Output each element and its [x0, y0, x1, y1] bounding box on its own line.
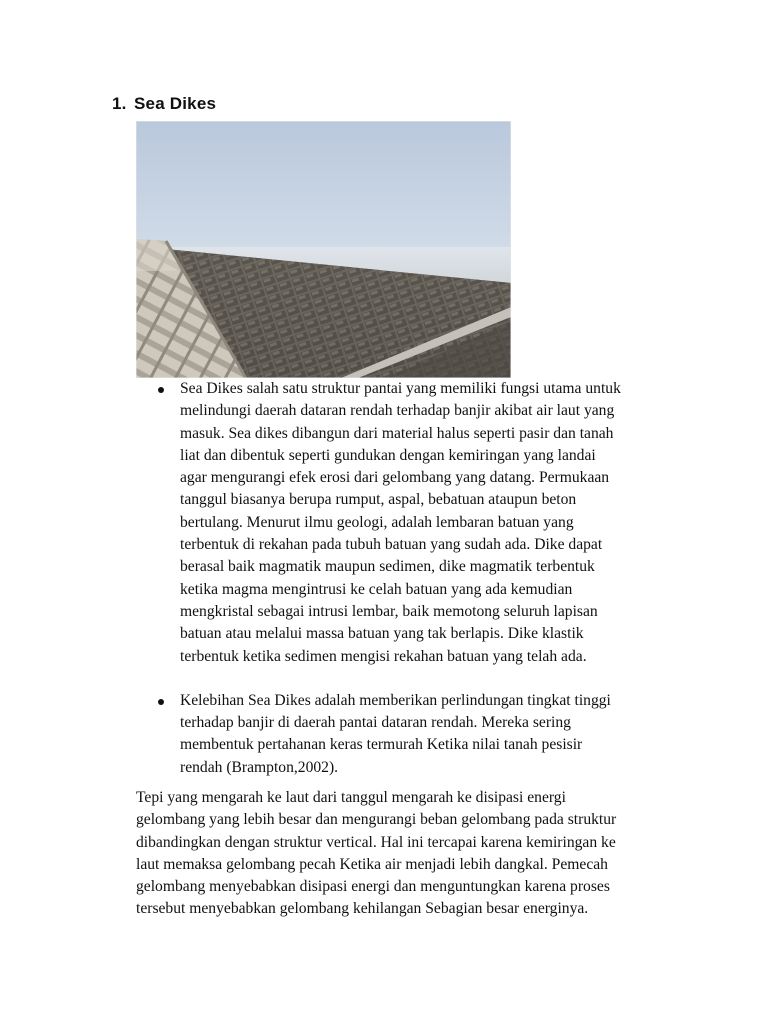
bullet-dot-icon: [158, 387, 164, 393]
section-title: Sea Dikes: [134, 94, 217, 113]
bullet-line: membentuk pertahanan keras termurah Ketika nilai tanah pesisir: [180, 736, 583, 754]
bullet-line: mengkristal sebagai intrusi lembar, baik memotong seluruh lapisan: [180, 602, 598, 620]
bullet-line: Sea Dikes salah satu struktur pantai yang memiliki fungsi utama untuk: [180, 380, 621, 397]
section-number: 1.: [112, 94, 127, 113]
bullet-line: melindungi daerah dataran rendah terhadap banjir akibat air laut yang: [180, 402, 615, 420]
bullet-line: berasal baik magmatik maupun sedimen, dike magmatik terbentuk: [180, 558, 595, 576]
bullet-line: batuan atau melalui massa batuan yang tak berlapis. Dike klastik: [180, 625, 584, 643]
section-heading: [112, 94, 216, 114]
paragraph-line: gelombang yang lebih besar dan mengurangi beban gelombang pada struktur: [136, 811, 617, 829]
bullet-line: ketika magma mengintrusi ke celah batuan yang ada kemudian: [180, 580, 573, 598]
paragraph-line: gelombang menyebabkan disipasi energi dan menguntungkan karena proses: [136, 878, 610, 896]
paragraph-line: dibandingkan dengan struktur vertical. Hal ini tercapai karena kemiringan ke: [136, 833, 616, 851]
paragraph-line: tersebut menyebabkan gelombang kehilangan Sebagian besar energinya.: [136, 900, 589, 918]
sea-dike-photo: [136, 121, 511, 378]
bullet-line: masuk. Sea dikes dibangun dari material halus seperti pasir dan tanah: [180, 424, 614, 442]
bullet-list: [136, 378, 696, 779]
bullet-line: bertulang. Menurut ilmu geologi, adalah lembaran batuan yang: [180, 513, 574, 531]
bullet-line: terhadap banjir di daerah pantai dataran rendah. Mereka sering: [180, 714, 571, 732]
bullet-line: terbentuk di rekahan pada tubuh batuan yang sudah ada. Dike dapat: [180, 536, 603, 554]
body-paragraph: [136, 787, 696, 921]
bullet-item: [136, 690, 696, 779]
paragraph-line: Tepi yang mengarah ke laut dari tanggul mengarah ke disipasi energi: [136, 789, 566, 806]
bullet-line: Kelebihan Sea Dikes adalah memberikan perlindungan tingkat tinggi: [180, 691, 611, 709]
bullet-line: terbentuk ketika sedimen mengisi rekahan batuan yang telah ada.: [180, 647, 587, 665]
bullet-line: agar mengurangi efek erosi dari gelombang yang datang. Permukaan: [180, 469, 610, 487]
bullet-line: rendah (Brampton,2002).: [180, 758, 339, 776]
bullet-dot-icon: [158, 699, 164, 705]
bullet-line: tanggul biasanya berupa rumput, aspal, bebatuan ataupun beton: [180, 491, 577, 509]
paragraph-line: laut memaksa gelombang pecah Ketika air menjadi lebih dangkal. Pemecah: [136, 855, 608, 873]
bullet-item: [136, 378, 696, 668]
bullet-line: liat dan dibentuk seperti gundukan dengan kemiringan yang landai: [180, 446, 596, 464]
